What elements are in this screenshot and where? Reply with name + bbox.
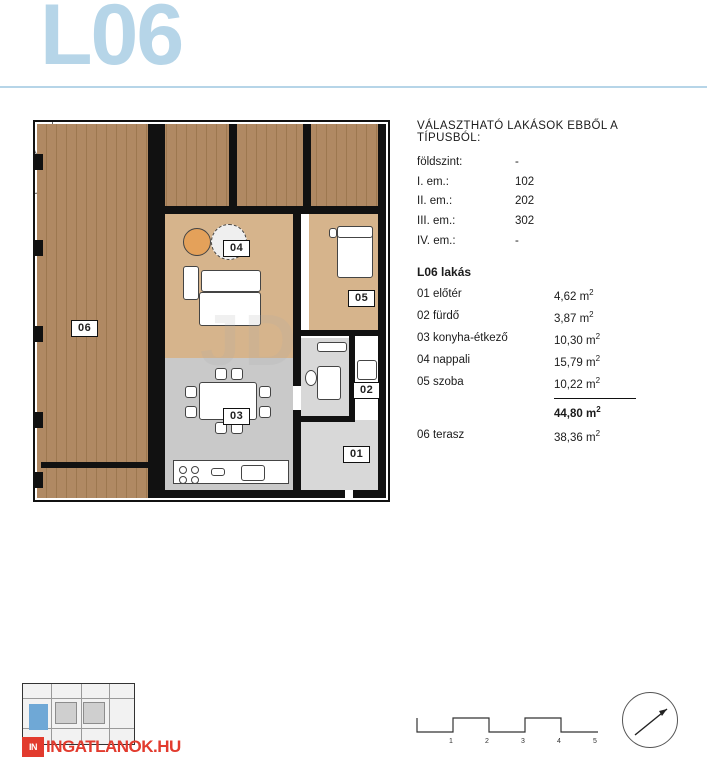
floorplan-drawing [33,120,390,502]
coffee-table-icon [201,270,261,292]
terrace-post [33,154,43,170]
terrace-post [33,240,43,256]
chair-icon [259,386,271,398]
header-divider [0,86,707,88]
availability-label: IV. em.: [417,234,456,247]
washing-machine-icon [357,360,377,380]
entry-door [345,490,353,500]
availability-row [417,195,679,208]
availability-row [417,156,679,169]
pillow-icon [337,226,373,238]
terrace-post [33,326,43,342]
keyplan-line [23,698,135,699]
keyplan-highlight [29,704,48,730]
wall [293,206,301,386]
availability-label: I. em.: [417,175,449,188]
room-area-row [417,310,679,326]
wall [301,330,386,336]
compass-needle-icon [631,701,671,741]
vanity-icon [317,342,347,352]
scale-tick: 3 [521,738,525,745]
chair-icon [185,386,197,398]
total-divider [554,398,636,399]
oven-icon [241,465,265,481]
availability-row [417,215,679,228]
total-area: 44,80 $m^2$ [554,405,601,421]
availability-value: - [515,156,519,168]
terrace-rail [41,462,157,468]
wall [301,416,355,422]
room-name: 05 szoba [417,376,464,389]
logo-mark-icon: IN [22,737,44,757]
wall [378,124,386,206]
logo-text: INGATLANOK.HU [46,737,181,756]
availability-label: földszint: [417,156,463,168]
room-label-02: 02 [353,382,380,399]
room-area: 4,62 $m^2$ [554,288,594,304]
scale-tick: 1 [449,738,453,745]
room-name: 03 konyha-étkező [417,332,508,345]
availability-value: 202 [515,195,535,208]
availability-value: 302 [515,214,535,227]
room-label-06: 06 [71,320,98,337]
wall [157,206,386,214]
terrace-post [33,412,43,428]
side-table-icon [183,266,199,300]
stove-burner-icon [179,476,187,484]
stove-burner-icon [191,466,199,474]
info-panel [417,120,679,452]
scale-tick: 2 [485,738,489,745]
scale-bar [415,716,600,750]
terrace-area-value: 38,36 $m^2$ [554,429,601,445]
toilet-icon [305,370,317,386]
terrace-name: 06 terasz [417,429,465,442]
wall [157,124,165,206]
wall [378,214,386,498]
room-area: 10,22 $m^2$ [554,376,601,392]
wall [349,336,355,420]
availability-value: 102 [515,175,535,188]
availability-label: III. em.: [417,214,456,227]
site-logo[interactable] [22,736,181,758]
scale-tick: 4 [557,738,561,745]
room-area: 3,87 $m^2$ [554,310,594,326]
room-area: 15,79 $m^2$ [554,354,601,370]
room-name: 02 fürdő [417,310,460,323]
chair-icon [185,406,197,418]
chair-icon [231,368,243,380]
availability-row [417,176,679,189]
room-area: 10,30 $m^2$ [554,332,601,348]
room-name: 01 előtér [417,288,462,301]
terrace-post [33,472,43,488]
room-area-row [417,354,679,370]
keyplan-block [55,702,77,724]
availability-value: - [515,234,519,247]
scale-graphic [415,716,600,738]
armchair-icon [183,228,211,256]
availability-title: VÁLASZTHATÓ LAKÁSOK EBBŐL A TÍPUSBÓL: [417,120,618,144]
chair-icon [215,368,227,380]
chair-icon [259,406,271,418]
north-arrow [622,692,678,748]
room-area-row [417,288,679,304]
stove-burner-icon [191,476,199,484]
availability-row [417,235,679,248]
availability-label: II. em.: [417,195,453,208]
sofa-icon [199,292,261,326]
room-area-row [417,376,679,392]
apartment-title: L06 lakás [417,265,472,280]
scale-tick: 5 [593,738,597,745]
sink-icon [211,468,225,476]
wall [229,124,237,206]
room-area-row [417,332,679,348]
shower-icon [317,366,341,400]
room-label-04: 04 [223,240,250,257]
room-label-03: 03 [223,408,250,425]
total-area-row [417,405,679,421]
wall [157,214,165,498]
terrace-area [37,124,157,498]
wall [293,410,301,498]
terrace-area-row [417,429,679,445]
wall [303,124,311,206]
room-label-01: 01 [343,446,370,463]
upper-hatch-band [157,124,386,206]
stove-burner-icon [179,466,187,474]
total-label [417,405,554,421]
nightstand-icon [329,228,337,238]
keyplan-block [83,702,105,724]
room-label-05: 05 [348,290,375,307]
page-title: L06 [40,0,183,83]
room-name: 04 nappali [417,354,471,367]
